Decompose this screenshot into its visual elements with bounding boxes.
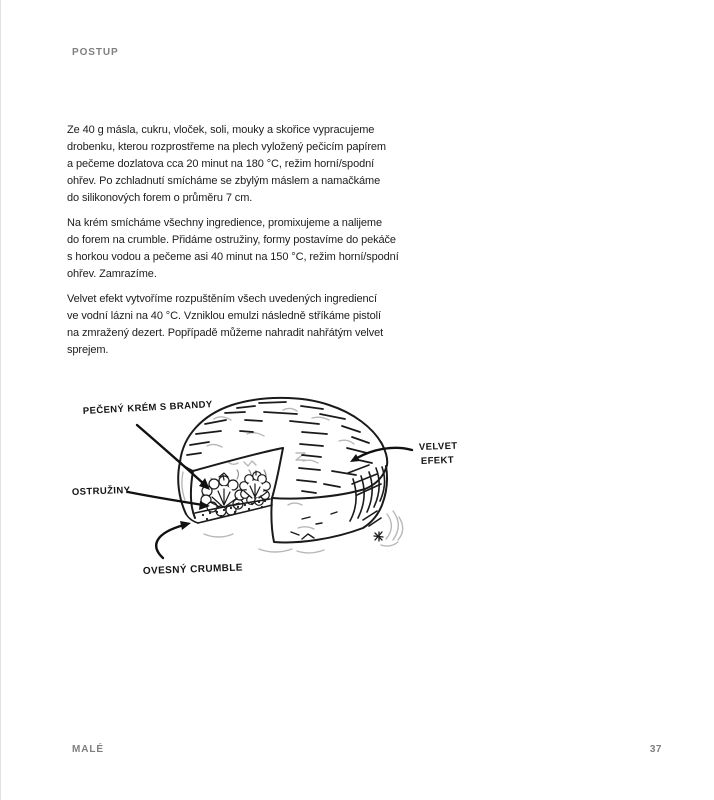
paragraph-line: sprejem. (67, 344, 109, 356)
procedure-paragraph-crumble (67, 122, 403, 207)
paragraph-line: do silikonových forem o průměru 7 cm. (67, 192, 253, 204)
procedure-text (67, 122, 403, 359)
paragraph-line: drobenku, kterou rozprostřeme na plech vyložený pečicím papírem (67, 141, 386, 153)
label-baked-cream: PEČENÝ KRÉM S BRANDY (82, 399, 213, 417)
paragraph-line: ohřev. Zamrazíme. (67, 268, 157, 280)
paragraph-line: a pečeme dozlatova cca 20 minut na 180 °C, režim horní/spodní (67, 158, 375, 170)
procedure-paragraph-velvet (67, 291, 403, 359)
paragraph-line: s horkou vodou a pečeme asi 40 minut na 150 °C, režim horní/spodní (67, 251, 399, 263)
procedure-paragraph-cream (67, 215, 403, 283)
annotation-arrows (128, 425, 412, 558)
paragraph-line: Na krém smícháme všechny ingredience, promixujeme a nalijeme (67, 217, 382, 229)
paragraph-line: na zmražený dezert. Popřípadě můžeme nahradit nahřátým velvet (67, 327, 384, 339)
cake-illustration (51, 383, 481, 588)
label-velvet-line2: EFEKT (420, 454, 455, 467)
wedge-cut-right-edge (272, 448, 283, 498)
arrow-velvet-icon (350, 448, 412, 462)
label-oat-crumble: OVESNÝ CRUMBLE (142, 562, 244, 577)
paragraph-line: ohřev. Po zchladnutí smícháme se zbylým máslem a namačkáme (67, 175, 381, 187)
arrow-blackberries-icon (128, 492, 210, 510)
arrow-crumble-icon (156, 521, 191, 558)
paragraph-line: Ze 40 g másla, cukru, vloček, soli, mouky a skořice vypracujeme (67, 124, 375, 136)
page-kicker: POSTUP (72, 47, 119, 58)
recipe-page (1, 0, 714, 800)
front-face-marks (291, 512, 337, 539)
wedge-cut-left-edge (193, 448, 283, 471)
arrow-cream-icon (137, 425, 210, 490)
paragraph-line: Velvet efekt vytvoříme rozpuštěním všech uvedených ingrediencí (67, 293, 377, 305)
label-blackberries: OSTRUŽINY (71, 484, 131, 498)
cake-sketch-icon (178, 398, 402, 553)
footer-page-number: 37 (649, 744, 662, 755)
paragraph-line: ve vodní lázni na 40 °C. Vzniklou emulzi následně stříkáme pistolí (67, 310, 381, 322)
label-velvet-line1: VELVET (418, 440, 458, 453)
paragraph-line: do forem na crumble. Přidáme ostružiny, formy postavíme do pekáče (67, 234, 396, 246)
footer-section-label: MALÉ (72, 744, 104, 755)
star-doodle-icon (374, 532, 383, 541)
